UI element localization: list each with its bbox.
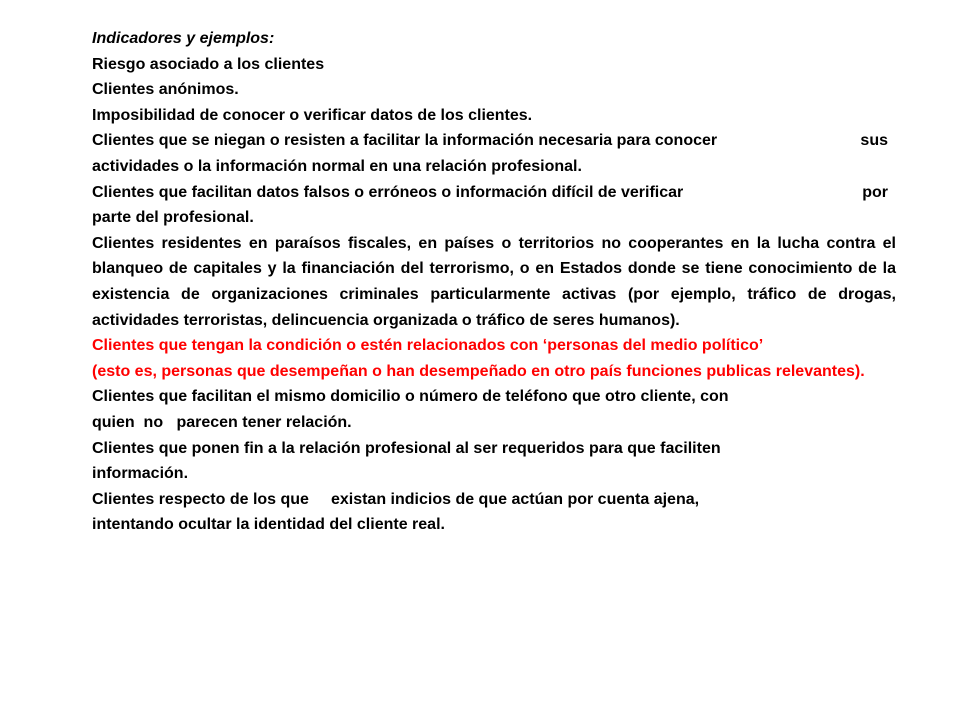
- item-same-line2: quien no parecen tener relación.: [92, 413, 352, 431]
- item-residents: Clientes residentes en paraísos fiscales, en países o territorios no cooperantes en la lucha contra el blanqueo de capitales y la financiación del terrorismo, o en Estados donde se tiene conocimiento de la existencia de organizaciones criminales particularmente activas (por ejemplo, tráfico de drogas, actividades terroristas, delincuencia organizada o tráfico de seres humanos).: [92, 234, 896, 329]
- item-false-part2: por: [862, 183, 888, 201]
- item-false-line2: parte del profesional.: [92, 209, 254, 227]
- section-title: Riesgo asociado a los clientes: [92, 55, 325, 73]
- slide-body: [92, 26, 896, 538]
- item-third-part2: existan indicios de que actúan por cuenta ajena,: [330, 490, 700, 508]
- item-no-verify: Imposibilidad de conocer o verificar datos de los clientes.: [92, 106, 533, 124]
- item-third-line2: intentando ocultar la identidad del cliente real.: [92, 516, 445, 534]
- item-anonymous: Clientes anónimos.: [92, 81, 239, 99]
- item-refuse-line2: actividades o la información normal en una relación profesional.: [92, 157, 582, 175]
- item-false-part1: Clientes que facilitan datos falsos o erróneos o información difícil de verificar: [92, 183, 684, 201]
- item-end-line1: Clientes que ponen fin a la relación profesional al ser requeridos para que faciliten: [92, 439, 721, 457]
- item-false-line1: [92, 180, 888, 206]
- item-end-line2: información.: [92, 465, 189, 483]
- item-refuse-line1: [92, 128, 888, 154]
- item-refuse-part1: Clientes que se niegan o resisten a facilitar la información necesaria para conocer: [92, 132, 718, 150]
- item-third-part1: Clientes respecto de los que: [92, 490, 309, 508]
- item-same-line1: Clientes que facilitan el mismo domicilio o número de teléfono que otro cliente, con: [92, 388, 729, 406]
- item-third-line1: [92, 487, 896, 513]
- heading: Indicadores y ejemplos:: [92, 30, 275, 47]
- item-refuse-part2: sus: [860, 132, 888, 150]
- item-pep-line1: Clientes que tengan la condición o estén relacionados con ‘personas del medio político’: [92, 337, 764, 355]
- item-pep-line2: (esto es, personas que desempeñan o han desempeñado en otro país funciones publicas relevantes).: [92, 362, 865, 380]
